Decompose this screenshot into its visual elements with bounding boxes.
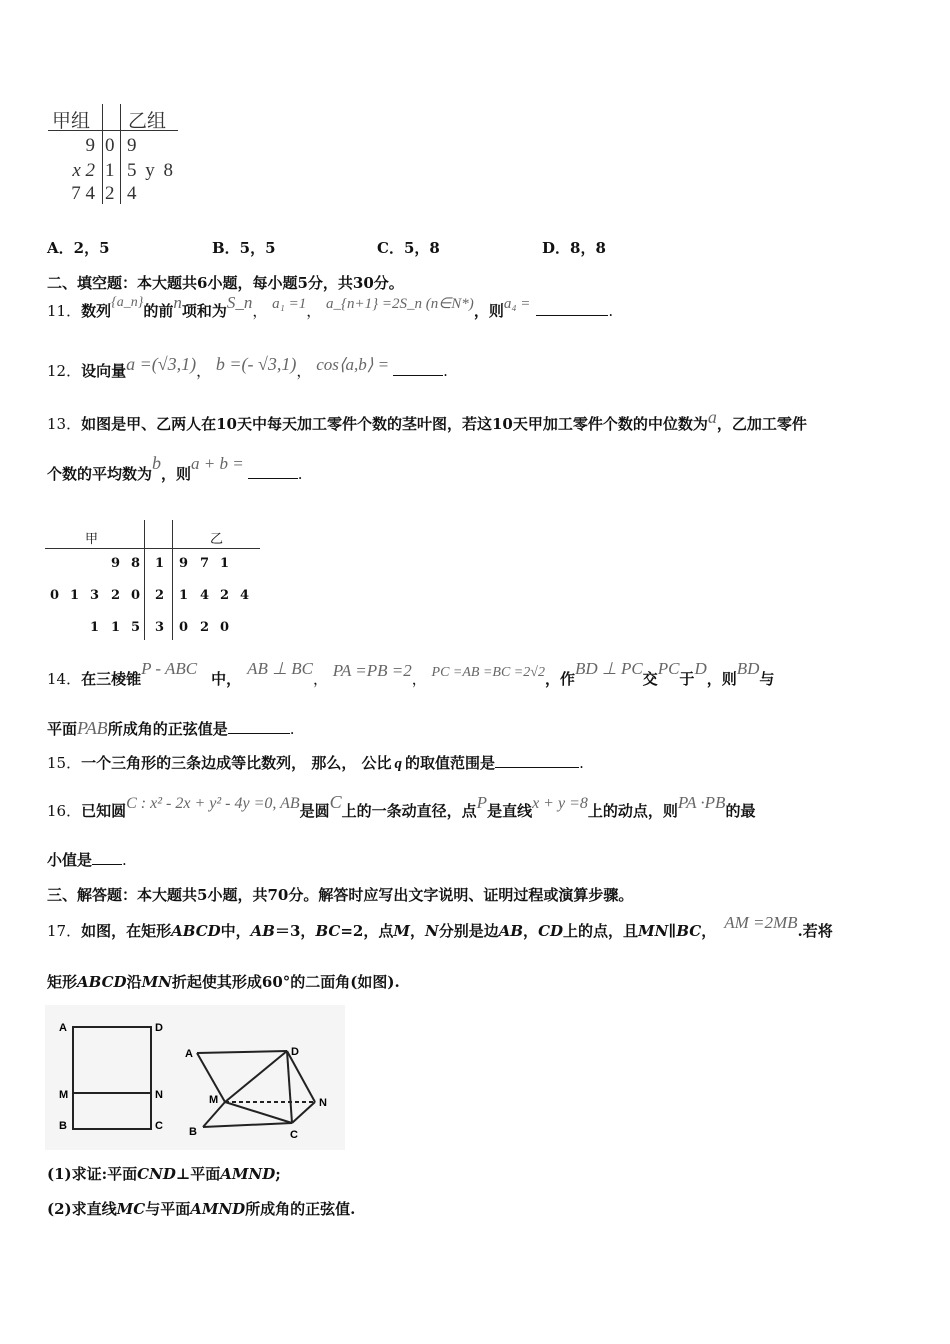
stem1-row1-stem: 0 — [105, 135, 115, 156]
stem2-row2-leaf-right: 4 — [240, 588, 250, 603]
q16-text3: 上的一条动直径，点 — [341, 802, 477, 820]
stem1-row3-left: 7 4 — [71, 183, 95, 204]
q17-mn2: MN — [141, 973, 172, 991]
stem1-header-rule — [48, 130, 178, 131]
stem2-row1-leaf-left: 8 — [131, 556, 141, 571]
question-17-line2 — [47, 971, 400, 992]
q12-number: 12． — [47, 362, 82, 380]
label-n-flat: N — [155, 1089, 163, 1101]
q17-text5: ， — [409, 922, 425, 940]
q16-text5: 上的动点，则 — [587, 802, 678, 820]
q14-math9: PAB — [77, 718, 108, 738]
q14-text7: 与 — [759, 670, 775, 688]
fold-figure — [45, 1005, 345, 1150]
q11-number: 11． — [47, 302, 82, 320]
q15-answer-blank[interactable] — [495, 753, 579, 768]
q14-end: . — [289, 720, 295, 738]
q14-text5: 于 — [679, 670, 695, 688]
stem2-row1-leaf-right: 9 — [179, 556, 189, 571]
q17-part2-a: (2)求直线 — [47, 1200, 117, 1218]
q17-line2b: 沿 — [126, 973, 142, 991]
q14-text3: ，作 — [544, 670, 575, 688]
q16-end: . — [122, 851, 127, 869]
choice-c: C．5，8 — [377, 239, 440, 257]
q17-text7: ， — [523, 922, 539, 940]
q12-math3: cos⟨a,b⟩ = — [316, 355, 390, 374]
q13-text1b: ，乙加工零件 — [716, 415, 807, 433]
stem2-row2-leaf-left: 3 — [90, 588, 100, 603]
q13-math2: b — [152, 453, 162, 473]
choice-d: D．8，8 — [542, 239, 606, 257]
stem2-row3-leaf-right: 0 — [220, 620, 230, 635]
q14-line2b: 所成角的正弦值是 — [107, 720, 228, 738]
stem1-header-right: 乙组 — [128, 111, 167, 132]
q16-answer-blank[interactable] — [92, 850, 122, 865]
stem2-row3-leaf-right: 2 — [200, 620, 210, 635]
stem1-row1-right: 9 — [127, 135, 137, 156]
q17-bc2: BC — [676, 922, 702, 940]
q11-math4: a₁ =1 — [272, 296, 307, 312]
q11-text4: ，则 — [473, 302, 504, 320]
q12-text1: 设向量 — [81, 362, 127, 380]
stem2-row1-stem: 1 — [155, 556, 165, 571]
q13-math3: a + b = — [191, 454, 244, 473]
stem2-header-right: 乙 — [210, 532, 224, 547]
question-13-line1 — [47, 407, 807, 434]
q17-m: M — [393, 922, 410, 940]
label-d-folded: D — [291, 1046, 299, 1058]
label-m-flat: M — [59, 1089, 69, 1101]
q17-part1 — [47, 1163, 281, 1184]
q14-text4: 交 — [642, 670, 658, 688]
q12-math2: b =(- √3,1) — [215, 354, 297, 374]
stem1-row3-right: 4 — [127, 183, 137, 204]
q14-line2a: 平面 — [47, 720, 78, 738]
q17-text2: 中， — [220, 922, 251, 940]
q17-part2-b: MC — [116, 1200, 146, 1218]
label-n-folded: N — [319, 1097, 327, 1109]
stem2-row1-leaf-left: 9 — [111, 556, 121, 571]
q14-math6: PC — [657, 659, 680, 678]
q13-math1: a — [707, 407, 717, 427]
q17-mn: MN — [638, 922, 669, 940]
q14-text2: 中， — [211, 670, 242, 688]
q11-math3: S_n — [226, 293, 253, 312]
q13-number: 13． — [47, 415, 82, 433]
q17-part2-e: 所成角的正弦值. — [245, 1200, 356, 1218]
q11-text3: 项和为 — [181, 302, 227, 320]
choice-a: A．2，5 — [47, 239, 110, 257]
stem1-row2-stem: 1 — [105, 160, 115, 181]
q17-part2 — [47, 1198, 355, 1219]
q16-math3: P — [476, 793, 488, 812]
q13-answer-blank[interactable] — [248, 464, 298, 479]
q15-end: . — [579, 754, 584, 772]
stem2-row3-leaf-right: 0 — [179, 620, 189, 635]
q14-math3: PA =PB =2 — [332, 661, 412, 680]
q17-text6: 分别是边 — [438, 922, 499, 940]
stem2-divider-right — [172, 520, 173, 640]
q11-text1: 数列 — [81, 302, 112, 320]
q16-text4: 是直线 — [487, 802, 533, 820]
label-b-flat: B — [59, 1120, 67, 1132]
stem2-row2-leaf-right: 1 — [179, 588, 189, 603]
section3-title: 三、解答题：本大题共5小题，共70分。解答时应写出文字说明、证明过程或演算步骤。 — [47, 886, 634, 904]
q13-text3: ，则 — [161, 465, 192, 483]
q17-part1-a: (1)求证:平面 — [47, 1165, 138, 1183]
stem2-row2-leaf-right: 2 — [220, 588, 230, 603]
q17-math1: AM =2MB — [724, 913, 798, 932]
label-a-folded: A — [185, 1048, 193, 1060]
stem2-row1-leaf-right: 7 — [200, 556, 210, 571]
q17-part2-c: 与平面 — [145, 1200, 191, 1218]
q11-text2: 的前 — [143, 302, 174, 320]
q17-n: N — [424, 922, 439, 940]
label-a-flat: A — [59, 1022, 67, 1034]
q14-math1: P - ABC — [141, 659, 198, 678]
q17-text9: ∥ — [668, 922, 677, 940]
stem1-divider-right — [120, 104, 121, 204]
stem2-row3-leaf-left: 1 — [111, 620, 121, 635]
question-11: 11．数列{a_n}的前n项和为S_n， a₁ =1， a_{n+1} =2S_n (n∈N*)，则a₄ = . — [47, 293, 614, 320]
q17-text4: =2，点 — [340, 922, 394, 940]
q17-part2-d: AMND — [190, 1200, 246, 1218]
question-14-line2 — [47, 718, 294, 739]
q11-math1: {a_n} — [111, 295, 144, 310]
q15-number: 15． — [47, 754, 82, 772]
q14-math7: D — [694, 659, 707, 678]
stem1-divider-left — [102, 104, 103, 204]
question-16-line2 — [47, 849, 127, 870]
stem1-row2-right: 5 y 8 — [127, 160, 173, 181]
question-14-line1: 14．在三棱锥P - ABC中，AB ⊥ BC， PA =PB =2， PC =AB =BC =2√2，作BD ⊥ PC交PC于D，则BD与 — [47, 659, 775, 688]
q17-part1-d: AMND — [220, 1165, 276, 1183]
q11-end: . — [608, 302, 614, 320]
label-c-folded: C — [290, 1129, 298, 1141]
q11-math5: a_{n+1} =2S_n (n∈N*) — [326, 296, 474, 312]
stem1-row3-stem: 2 — [105, 183, 115, 204]
q14-math2: AB ⊥ BC — [247, 659, 313, 678]
q17-abcd2: ABCD — [77, 973, 127, 991]
q16-math5: PA ·PB — [677, 793, 726, 812]
label-c-flat: C — [155, 1120, 163, 1132]
q17-part1-c: ⊥平面 — [175, 1165, 221, 1183]
q17-text1: 如图，在矩形 — [81, 922, 172, 940]
stem2-row2-leaf-left: 0 — [50, 588, 60, 603]
section2-title: 二、填空题：本大题共6小题，每小题5分，共30分。 — [47, 274, 404, 292]
stem2-row2-stem: 2 — [155, 588, 165, 603]
q17-text3: ＝3， — [275, 922, 316, 940]
q16-math1: C : x² - 2x + y² - 4y =0, AB — [126, 795, 300, 812]
q14-number: 14． — [47, 670, 82, 688]
q16-math2: C — [329, 792, 342, 812]
stem2-divider-left — [144, 520, 145, 640]
question-15 — [47, 752, 584, 773]
stem2-row3-leaf-left: 1 — [90, 620, 100, 635]
q14-text1: 在三棱锥 — [81, 670, 142, 688]
q12-end: . — [443, 362, 448, 380]
question-16-line1 — [47, 792, 756, 821]
q15-q-symbol: q — [394, 756, 403, 772]
label-b-folded: B — [189, 1126, 197, 1138]
stem1-row1-left: 9 — [85, 135, 95, 156]
q12-answer-blank[interactable] — [393, 361, 443, 376]
q17-line2c: 折起使其形成60°的二面角(如图). — [171, 973, 400, 991]
q17-cd: CD — [538, 922, 564, 940]
q13-text1: 如图是甲、乙两人在10天中每天加工零件个数的茎叶图，若这10天甲加工零件个数的中位数为 — [81, 415, 708, 433]
q16-text2: 是圆 — [299, 802, 330, 820]
q17-ab2: AB — [498, 922, 524, 940]
stem2-header-rule — [45, 548, 260, 549]
q16-text6: 的最 — [725, 802, 756, 820]
stem2-row1-leaf-right: 1 — [220, 556, 230, 571]
question-17-line1 — [47, 913, 833, 941]
question-12: 12．设向量a =(√3,1)， b =(- √3,1)， cos⟨a,b⟩ = . — [47, 354, 448, 380]
label-d-flat: D — [155, 1022, 163, 1034]
q16-math4: x + y =8 — [532, 795, 588, 812]
stem2-row2-leaf-right: 4 — [200, 588, 210, 603]
q11-answer-blank[interactable] — [536, 301, 608, 316]
q17-line2a: 矩形 — [47, 973, 78, 991]
q11-math6: a₄ = — [503, 296, 531, 312]
stem2-row2-leaf-left: 1 — [70, 588, 80, 603]
q17-text11: .若将 — [797, 922, 833, 940]
stem2-row3-stem: 3 — [155, 620, 165, 635]
q17-part1-e: ; — [275, 1165, 281, 1183]
q14-math8: BD — [736, 659, 760, 678]
label-m-folded: M — [209, 1094, 219, 1106]
q16-number: 16． — [47, 802, 82, 820]
question-13-line2 — [47, 453, 303, 484]
q13-end: . — [297, 465, 303, 483]
q17-number: 17． — [47, 922, 82, 940]
q17-ab: AB — [250, 922, 275, 940]
stem1-header-left: 甲组 — [52, 111, 91, 132]
q15-text1: 一个三角形的三条边成等比数列， 那么， 公比 — [81, 754, 392, 772]
q11-math2: n — [173, 293, 182, 312]
q17-text10: ， — [701, 922, 717, 940]
q14-math4: PC =AB =BC =2√2 — [431, 665, 545, 680]
q14-answer-blank[interactable] — [228, 719, 290, 734]
q15-text2: 的取值范围是 — [405, 754, 496, 772]
stem1-row2-left: x 2 — [72, 160, 95, 181]
q13-text2: 个数的平均数为 — [47, 465, 153, 483]
choice-b: B．5，5 — [212, 239, 276, 257]
q17-text8: 上的点，且 — [563, 922, 639, 940]
stem2-row2-leaf-left: 2 — [111, 588, 121, 603]
q14-text6: ，则 — [706, 670, 737, 688]
q17-part1-b: CND — [137, 1165, 176, 1183]
stem2-header-left: 甲 — [85, 532, 99, 547]
stem2-row2-leaf-left: 0 — [131, 588, 141, 603]
q17-bc: BC — [315, 922, 341, 940]
stem2-row3-leaf-left: 5 — [131, 620, 141, 635]
q12-math1: a =(√3,1) — [126, 354, 197, 374]
q14-math5: BD ⊥ PC — [574, 659, 643, 678]
q16-line2: 小值是 — [47, 851, 93, 869]
q17-abcd: ABCD — [171, 922, 221, 940]
q16-text1: 已知圆 — [81, 802, 127, 820]
